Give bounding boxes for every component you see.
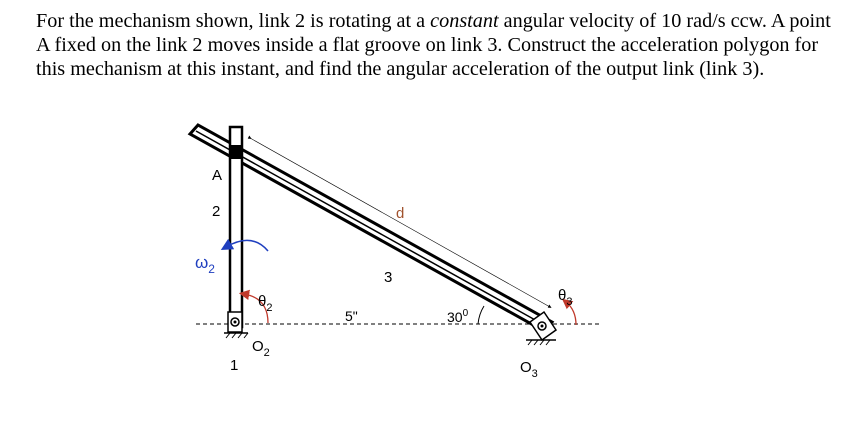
o2-pivot — [224, 312, 248, 338]
label-omega2: $\omega_2$ — [195, 253, 215, 276]
problem-text-part2: angular velocity of 10 rad/s ccw. A point A fixed on the link 2 moves inside a flat groove on link 3. Construct the acceleration polygon for this mechanism at this instant, and find the angular acceleration of the output link (link 3). — [36, 10, 831, 80]
link2-vertical-bar — [230, 127, 242, 327]
label-distance: 5" — [345, 308, 358, 324]
label-theta3: $\theta_3$ — [558, 287, 573, 308]
dimension-d-line — [250, 138, 550, 307]
problem-text-emphasis: constant — [430, 10, 499, 32]
label-d: d — [396, 205, 405, 222]
label-point-a: A — [212, 167, 223, 184]
label-angle-30: $30^0$ — [447, 308, 469, 325]
label-link3: 3 — [384, 269, 393, 286]
point-a-pin — [233, 149, 239, 155]
label-link2: 2 — [212, 203, 221, 220]
label-theta2: $\theta_2$ — [258, 293, 273, 314]
link3-grooved-bar — [190, 125, 552, 331]
label-ground: 1 — [230, 357, 239, 374]
label-o2: $O_2$ — [252, 338, 270, 359]
label-o3: $O_3$ — [520, 359, 538, 380]
problem-text-part1: For the mechanism shown, link 2 is rotating at a — [36, 10, 431, 32]
angle-30-arc — [478, 306, 484, 324]
